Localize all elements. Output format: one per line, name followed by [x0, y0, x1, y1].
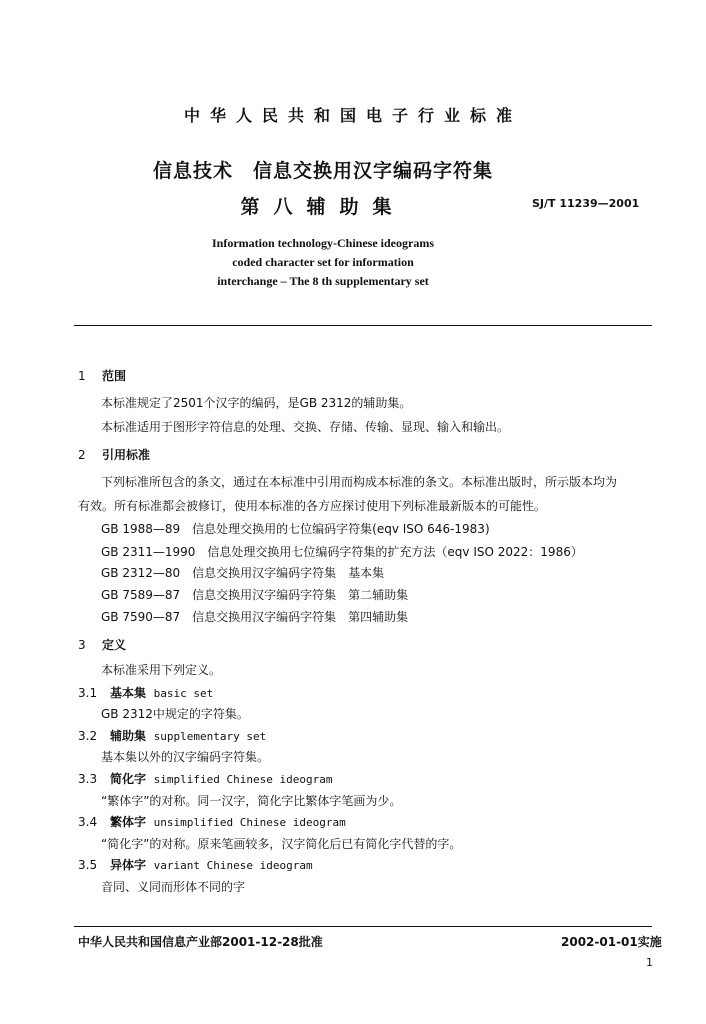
- definition-heading: [78, 727, 266, 744]
- approval-line: 中华人民共和国信息产业部2001-12-28批准: [78, 935, 323, 949]
- definition-description: 基本集以外的汉字编码字符集。: [101, 750, 270, 764]
- section-2-number: 2: [78, 448, 86, 462]
- standard-number: SJ/T 11239—2001: [532, 197, 640, 210]
- english-title-line-3: interchange – The 8 th supplementary set: [217, 274, 429, 288]
- section-1-para-1: 本标准规定了2501个汉字的编码，是GB 2312的辅助集。: [101, 396, 412, 410]
- section-2-para-line-2: 有效。所有标准都会被修订，使用本标准的各方应探讨使用下列标准最新版本的可能性。: [78, 499, 547, 513]
- definition-heading: [78, 770, 332, 787]
- definition-term: 基本集: [110, 686, 147, 700]
- top-rule: [74, 325, 652, 326]
- title-line-1: 信息技术 信息交换用汉字编码字符集: [152, 160, 493, 182]
- section-3-heading: [78, 636, 126, 653]
- bottom-rule: [74, 926, 652, 927]
- reference-item: GB 1988—89 信息处理交换用的七位编码字符集(eqv ISO 646-1983): [101, 522, 490, 536]
- section-3-number: 3: [78, 638, 86, 652]
- reference-item: GB 2312—80 信息交换用汉字编码字符集 基本集: [101, 566, 385, 580]
- section-3-intro: 本标准采用下列定义。: [101, 663, 222, 677]
- reference-item: GB 2311—1990 信息处理交换用七位编码字符集的扩充方法（eqv ISO 2022：1986）: [101, 545, 583, 559]
- definition-heading: [78, 856, 313, 873]
- definition-description: GB 2312中规定的字符集。: [101, 707, 249, 721]
- english-title-line-1: Information technology-Chinese ideograms: [212, 236, 434, 250]
- section-1-heading: [78, 367, 126, 384]
- definition-description: 音同、义同而形体不同的字: [101, 880, 246, 894]
- section-3-title: 定义: [102, 638, 127, 652]
- definition-heading: [78, 813, 346, 830]
- definition-number: 3.5: [78, 858, 98, 872]
- section-1-number: 1: [78, 369, 86, 383]
- definition-number: 3.3: [78, 772, 98, 786]
- implementation-date: 2002-01-01实施: [561, 935, 662, 949]
- definition-english: supplementary set: [153, 730, 267, 743]
- section-1-para-2: 本标准适用于图形字符信息的处理、交换、存储、传输、显现、输入和输出。: [101, 420, 510, 434]
- section-2-para-line-1: 下列标准所包含的条文，通过在本标准中引用而构成本标准的条文。本标准出版时，所示版本均为: [101, 475, 618, 489]
- definition-english: simplified Chinese ideogram: [153, 773, 333, 786]
- section-2-heading: [78, 446, 150, 463]
- definition-description: “繁体字”的对称。同一汉字，简化字比繁体字笔画为少。: [101, 794, 402, 808]
- english-title-line-2: coded character set for information: [232, 255, 414, 269]
- section-2-title: 引用标准: [102, 448, 151, 462]
- definition-number: 3.2: [78, 729, 98, 743]
- definition-english: unsimplified Chinese ideogram: [153, 816, 346, 829]
- reference-item: GB 7589—87 信息交换用汉字编码字符集 第二辅助集: [101, 588, 409, 602]
- definition-term: 繁体字: [110, 815, 147, 829]
- title-line-2: 第八辅助集: [240, 196, 406, 218]
- definition-english: basic set: [153, 687, 214, 700]
- definition-term: 辅助集: [110, 729, 147, 743]
- page-number: 1: [646, 956, 653, 969]
- section-1-title: 范围: [102, 369, 127, 383]
- definition-heading: [78, 684, 213, 701]
- header-agency: 中华人民共和国电子行业标准: [183, 106, 522, 125]
- definition-number: 3.1: [78, 686, 98, 700]
- definition-number: 3.4: [78, 815, 98, 829]
- definition-english: variant Chinese ideogram: [153, 859, 313, 872]
- definition-term: 简化字: [110, 772, 147, 786]
- definition-description: “简化字”的对称。原来笔画较多，汉字简化后已有简化字代替的字。: [101, 837, 462, 851]
- definition-term: 异体字: [110, 858, 147, 872]
- reference-item: GB 7590—87 信息交换用汉字编码字符集 第四辅助集: [101, 610, 409, 624]
